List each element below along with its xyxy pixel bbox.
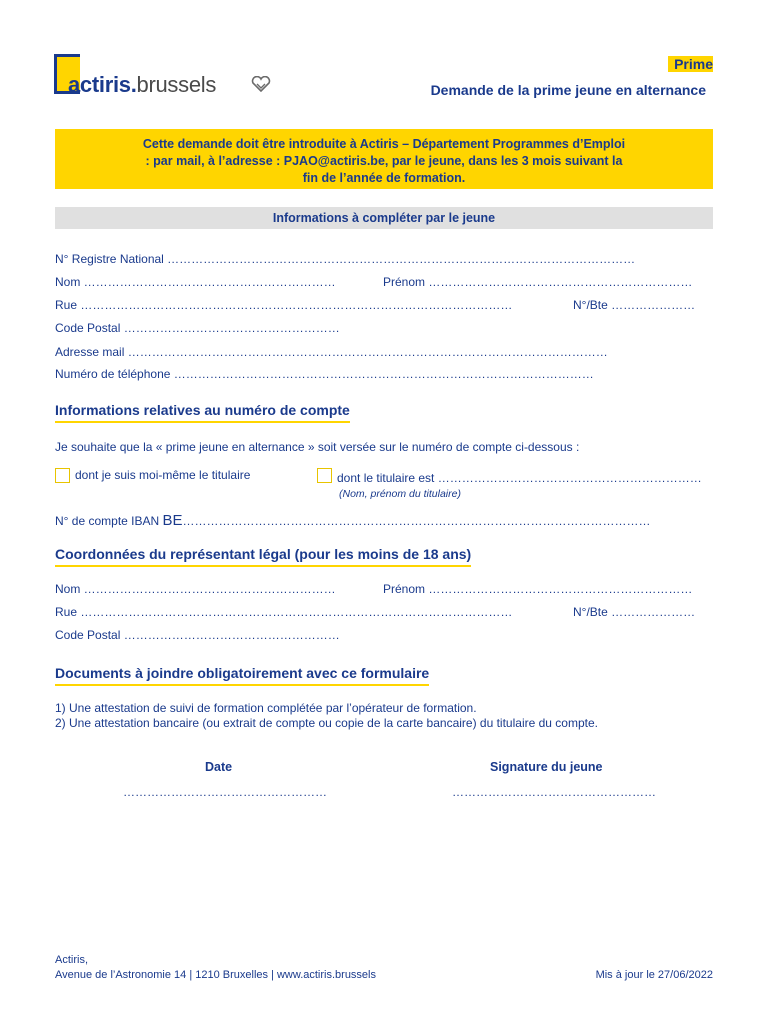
self-holder-label: dont je suis moi-même le titulaire — [75, 468, 251, 482]
document-item: 2) Une attestation bancaire (ou extrait de compte ou copie de la carte bancaire) du titulaire du compte. — [55, 716, 598, 730]
iban-field[interactable] — [55, 512, 715, 529]
date-label: Date — [205, 760, 233, 774]
email-field[interactable]: Adresse mail ………………………………………………………………………………………………………… — [55, 345, 608, 359]
date-field[interactable]: …………………………………………… — [123, 785, 327, 799]
logo-text: actiris.brussels — [68, 72, 217, 97]
bte-field[interactable]: N°/Bte ………………… — [573, 298, 696, 312]
document-title: Demande de la prime jeune en alternance — [430, 82, 706, 98]
document-item: 1) Une attestation de suivi de formation complétée par l’opérateur de formation. — [55, 701, 477, 715]
heart-icon — [250, 76, 272, 92]
rue-field[interactable]: Rue ……………………………………………………………………………………………… — [55, 298, 513, 312]
section-title-documents: Documents à joindre obligatoirement avec ce formulaire — [55, 665, 429, 686]
other-holder-hint: (Nom, prénom du titulaire) — [339, 488, 461, 500]
notice-line: : par mail, à l’adresse : PJAO@actiris.be, par le jeune, dans les 3 mois suivant la — [145, 154, 623, 168]
registre-national-field[interactable]: N° Registre National ……………………………………………………………………………………………………… — [55, 252, 636, 266]
footer-org: Actiris, — [55, 954, 88, 966]
section-header-jeune: Informations à compléter par le jeune — [55, 207, 713, 229]
rep-nom-field[interactable]: Nom ……………………………………………………… — [55, 582, 336, 596]
section-title-compte: Informations relatives au numéro de compte — [55, 402, 350, 423]
footer-updated: Mis à jour le 27/06/2022 — [595, 969, 713, 981]
other-holder-checkbox[interactable] — [317, 468, 332, 483]
notice-line: Cette demande doit être introduite à Actiris – Département Programmes d’Emploi — [142, 137, 626, 151]
footer-address-line: Avenue de l’Astronomie 14 | 1210 Bruxelles | www.actiris.brussels — [55, 969, 376, 981]
code-postal-field[interactable]: Code Postal ……………………………………………… — [55, 321, 340, 335]
nom-field[interactable]: Nom ……………………………………………………… — [55, 275, 336, 289]
actiris-logo — [54, 52, 284, 100]
iban-dots: ……………………………………………………………………………………………………… — [182, 514, 651, 528]
section-title-representant: Coordonnées du représentant légal (pour les moins de 18 ans) — [55, 546, 471, 567]
iban-prefix: BE — [162, 512, 183, 529]
prenom-field[interactable]: Prénom ………………………………………………………… — [383, 275, 693, 289]
other-holder-field[interactable]: dont le titulaire est ………………………………………………………… — [337, 471, 702, 485]
rep-rue-field[interactable]: Rue ……………………………………………………………………………………………… — [55, 605, 513, 619]
rep-prenom-field[interactable]: Prénom ………………………………………………………… — [383, 582, 693, 596]
submission-notice — [55, 129, 713, 189]
signature-label: Signature du jeune — [490, 760, 603, 774]
notice-line: fin de l’année de formation. — [302, 171, 466, 185]
telephone-field[interactable]: Numéro de téléphone …………………………………………………………………………………………… — [55, 367, 594, 381]
signature-field[interactable]: …………………………………………… — [452, 785, 656, 799]
prime-tag: Prime — [668, 56, 713, 72]
rep-bte-field[interactable]: N°/Bte ………………… — [573, 605, 696, 619]
self-holder-checkbox[interactable] — [55, 468, 70, 483]
rep-code-postal-field[interactable]: Code Postal ……………………………………………… — [55, 628, 340, 642]
footer-address — [55, 953, 376, 983]
compte-intro: Je souhaite que la « prime jeune en alternance » soit versée sur le numéro de compte ci-dessous : — [55, 440, 580, 454]
iban-label: N° de compte IBAN — [55, 514, 160, 528]
